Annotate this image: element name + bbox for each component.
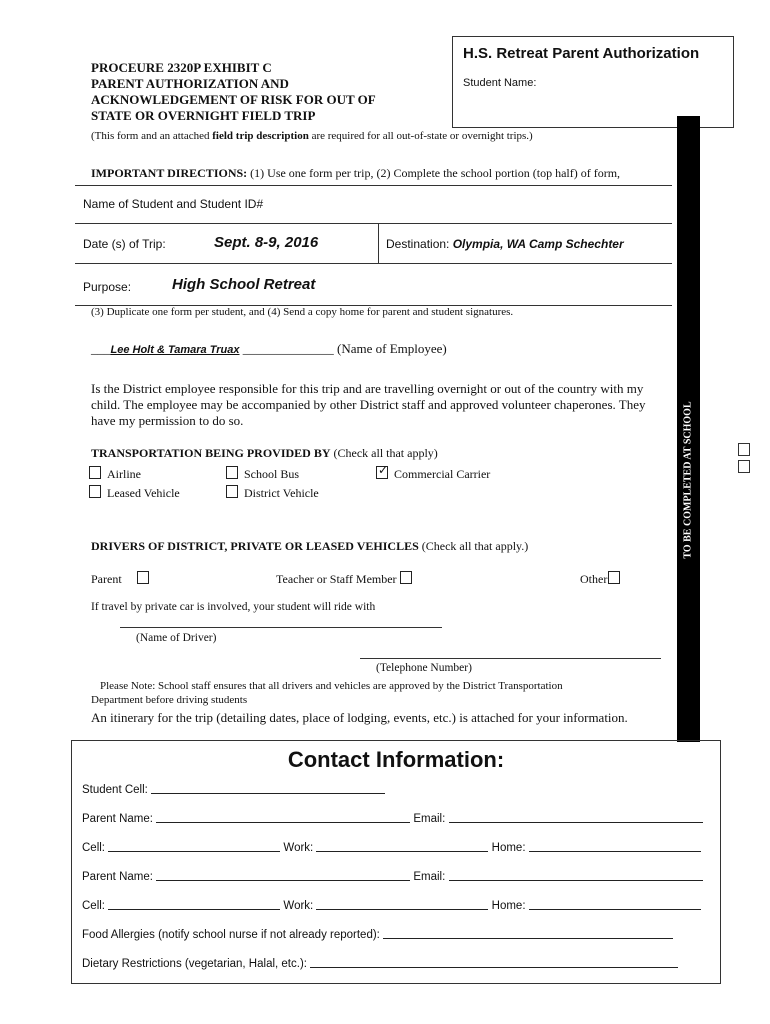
destination-value: Olympia, WA Camp Schechter [452, 237, 624, 251]
trip-info-table [75, 185, 672, 306]
driver-other[interactable]: Other [580, 571, 626, 587]
transport-commercial-carrier[interactable]: ✓ Commercial Carrier [376, 466, 490, 482]
student-cell-field[interactable] [151, 783, 385, 794]
parent-2-phone-line: Cell: Work: Home: [82, 899, 701, 912]
dietary-restrictions-line: Dietary Restrictions (vegetarian, Halal, etc.): [82, 957, 678, 970]
contact-title: Contact Information: [287, 747, 505, 772]
authorization-title: H.S. Retreat Parent Authorization [463, 45, 700, 62]
checkbox-icon[interactable] [226, 485, 238, 498]
food-allergies-line: Food Allergies (notify school nurse if not already reported): [82, 928, 673, 941]
important-directions: IMPORTANT DIRECTIONS: (1) Use one form per trip, (2) Complete the school portion (top half) of form, [91, 166, 621, 180]
checkbox-icon[interactable] [89, 466, 101, 479]
checkbox-icon[interactable] [400, 571, 412, 584]
trip-date-label: Date (s) of Trip: [83, 237, 166, 251]
driver-parent[interactable]: Parent [91, 571, 155, 587]
consent-paragraph: Is the District employee responsible for this trip and are travelling overnight or out of the country with my child. The employee may be accompanied by other District staff and approved volunteer chaperones. They have my permission to do so. [91, 381, 646, 428]
date-destination-row [75, 224, 672, 264]
driver-name-label: (Name of Driver) [136, 632, 217, 644]
student-id-label: Name of Student and Student ID# [83, 197, 264, 211]
employee-names: Lee Holt & Tamara Truax [110, 344, 240, 356]
purpose-row [75, 264, 672, 306]
parent-1-work-field[interactable] [316, 841, 488, 852]
purpose-label: Purpose: [83, 280, 132, 294]
contact-information-box [71, 740, 721, 984]
parent-2-cell-field[interactable] [108, 899, 280, 910]
telephone-label: (Telephone Number) [376, 662, 472, 674]
checked-checkbox-icon[interactable] [376, 466, 388, 479]
purpose-value: High School Retreat [172, 276, 316, 293]
student-cell-line: Student Cell: [82, 783, 385, 796]
dietary-restrictions-field[interactable] [310, 957, 678, 968]
parent-1-home-field[interactable] [529, 841, 701, 852]
parent-1-name-field[interactable] [156, 812, 410, 823]
transport-district-vehicle[interactable]: District Vehicle [226, 485, 319, 501]
student-name-label: Student Name: [463, 77, 537, 89]
employee-line: ___Lee Holt & Tamara Truax ______________ (Name of Employee) [91, 341, 447, 356]
staff-note-line-1: Please Note: School staff ensures that all drivers and vehicles are approved by the District Transportation [100, 680, 563, 692]
destination-label: Destination: Olympia, WA Camp Schechter [386, 237, 624, 251]
header-line-1: PROCEURE 2320P EXHIBIT C [91, 60, 272, 75]
header-line-2: PARENT AUTHORIZATION AND [91, 76, 289, 91]
parent-1-name-line: Parent Name: Email: [82, 812, 703, 825]
telephone-line[interactable] [360, 658, 661, 659]
driver-teacher-staff[interactable]: Teacher or Staff Member [276, 571, 418, 587]
parent-1-email-field[interactable] [449, 812, 703, 823]
checkbox-icon[interactable] [608, 571, 620, 584]
checkbox-icon[interactable] [738, 443, 750, 456]
checkbox-icon[interactable] [89, 485, 101, 498]
transport-airline[interactable]: Airline [89, 466, 141, 482]
parent-2-email-field[interactable] [449, 870, 703, 881]
authorization-box [452, 36, 734, 128]
transport-leased-vehicle[interactable]: Leased Vehicle [89, 485, 180, 501]
parent-2-name-line: Parent Name: Email: [82, 870, 703, 883]
header-line-3: ACKNOWLEDGEMENT OF RISK FOR OUT OF [91, 92, 376, 107]
parent-1-cell-field[interactable] [108, 841, 280, 852]
private-car-text: If travel by private car is involved, your student will ride with [91, 601, 376, 613]
checkbox-icon[interactable] [226, 466, 238, 479]
parent-2-home-field[interactable] [529, 899, 701, 910]
directions-continued: (3) Duplicate one form per student, and (4) Send a copy home for parent and student signatures. [91, 306, 514, 318]
itinerary-text: An itinerary for the trip (detailing dates, place of lodging, events, etc.) is attached for your information. [91, 710, 628, 725]
form-note: (This form and an attached field trip description are required for all out-of-state or overnight trips.) [91, 130, 533, 142]
header-line-4: STATE OR OVERNIGHT FIELD TRIP [91, 108, 316, 123]
parent-2-name-field[interactable] [156, 870, 410, 881]
parent-2-work-field[interactable] [316, 899, 488, 910]
driver-name-line[interactable] [120, 627, 442, 628]
form-header [91, 60, 376, 124]
transportation-heading: TRANSPORTATION BEING PROVIDED BY (Check all that apply) [91, 446, 438, 460]
checkbox-icon[interactable] [137, 571, 149, 584]
table-divider [378, 224, 379, 263]
food-allergies-field[interactable] [383, 928, 673, 939]
checkbox-icon[interactable] [738, 460, 750, 473]
parent-1-phone-line: Cell: Work: Home: [82, 841, 701, 854]
staff-note-line-2: Department before driving students [91, 694, 248, 706]
trip-date-value: Sept. 8-9, 2016 [214, 234, 319, 251]
drivers-heading: DRIVERS OF DISTRICT, PRIVATE OR LEASED VEHICLES (Check all that apply.) [91, 539, 529, 553]
transport-school-bus[interactable]: School Bus [226, 466, 299, 482]
student-id-row[interactable] [75, 186, 672, 224]
